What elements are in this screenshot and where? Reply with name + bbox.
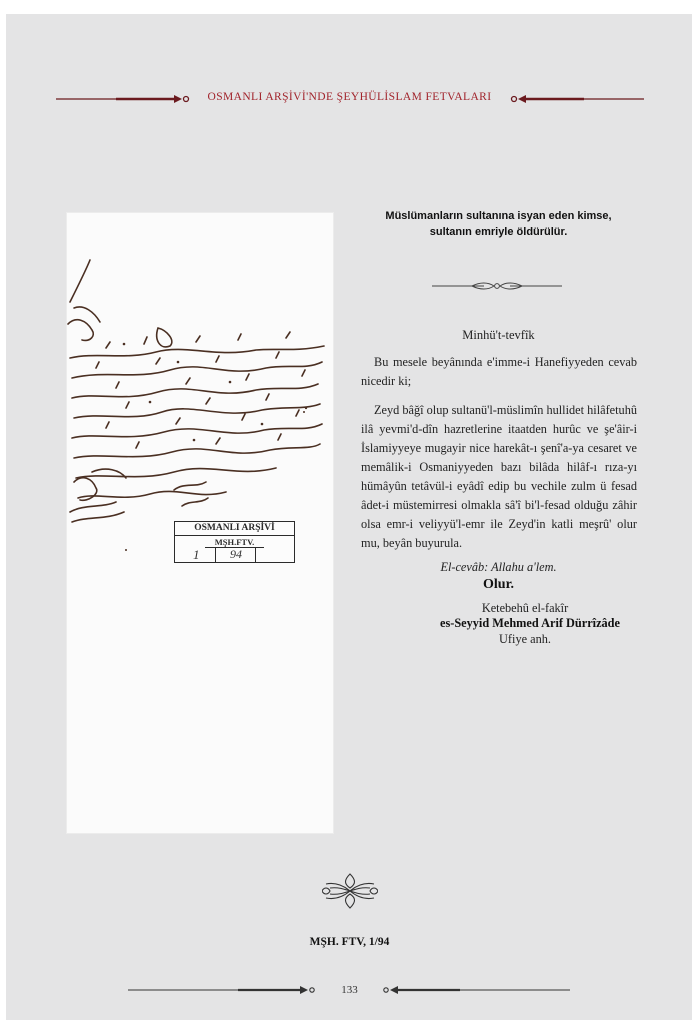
archive-stamp [174,521,295,563]
fetva-title-line2: sultanın emriyle öldürülür. [429,226,568,238]
stamp-file-number: 1 [193,547,200,562]
page-number: 133 [341,984,358,996]
footer-rule-right [380,984,570,996]
title-divider-ornament [432,281,562,291]
answer-label: El-cevâb: Allahu a'lem. [440,560,557,574]
scribe-name: es-Seyyid Mehmed Arif Dürrîzâde [440,616,620,630]
fetva-title [352,208,645,240]
scribe-label: Ketebehû el-fakîr [481,601,569,615]
footer-knot-ornament [322,872,378,910]
stamp-document-number: 94 [230,547,242,561]
stamp-collection-code: MŞH.FTV. [205,536,264,548]
salutation: Minhü't-tevfîk [462,328,535,342]
stamp-archive-name: OSMANLI ARŞİVİ [175,522,294,536]
document-reference: MŞH. FTV, 1/94 [309,936,390,948]
header-title: OSMANLI ARŞİVİ'NDE ŞEYHÜLİSLAM FETVALARI [207,91,492,103]
scribe-closing: Ufiye anh. [499,632,551,646]
header-rule-right [504,92,644,106]
answer: Olur. [483,577,514,592]
fetva-title-line1: Müslümanların sultanına isyan eden kimse, [385,210,612,222]
question-body: Zeyd bâğî olup sultanü'l-müslimîn hullidet hilâfetuhû ilâ yevmi'd-dîn hazretlerine itaatden hurûc ve şe'âir-i İslamiyyeye mugayir nice harekât-ı şenî'a-ya cesaret ve memâlik-i Osmaniyyeden bazı bilâda hilâf-ı rıza-yı hümâyûn tetâvül-i eyâdî edip bu vechile zulm ü fesad âdet-i müstemirresi olmakla sâ'î bi'l-fesad olduğu zâhir olsa emr-i veliyyü'l-emr ile Zeyd'in katli meşrû' olur mu, beyân buyurula. [361,403,637,550]
question-intro: Bu mesele beyânında e'imme-i Hanefiyyeden cevab nicedir ki; [361,355,637,388]
